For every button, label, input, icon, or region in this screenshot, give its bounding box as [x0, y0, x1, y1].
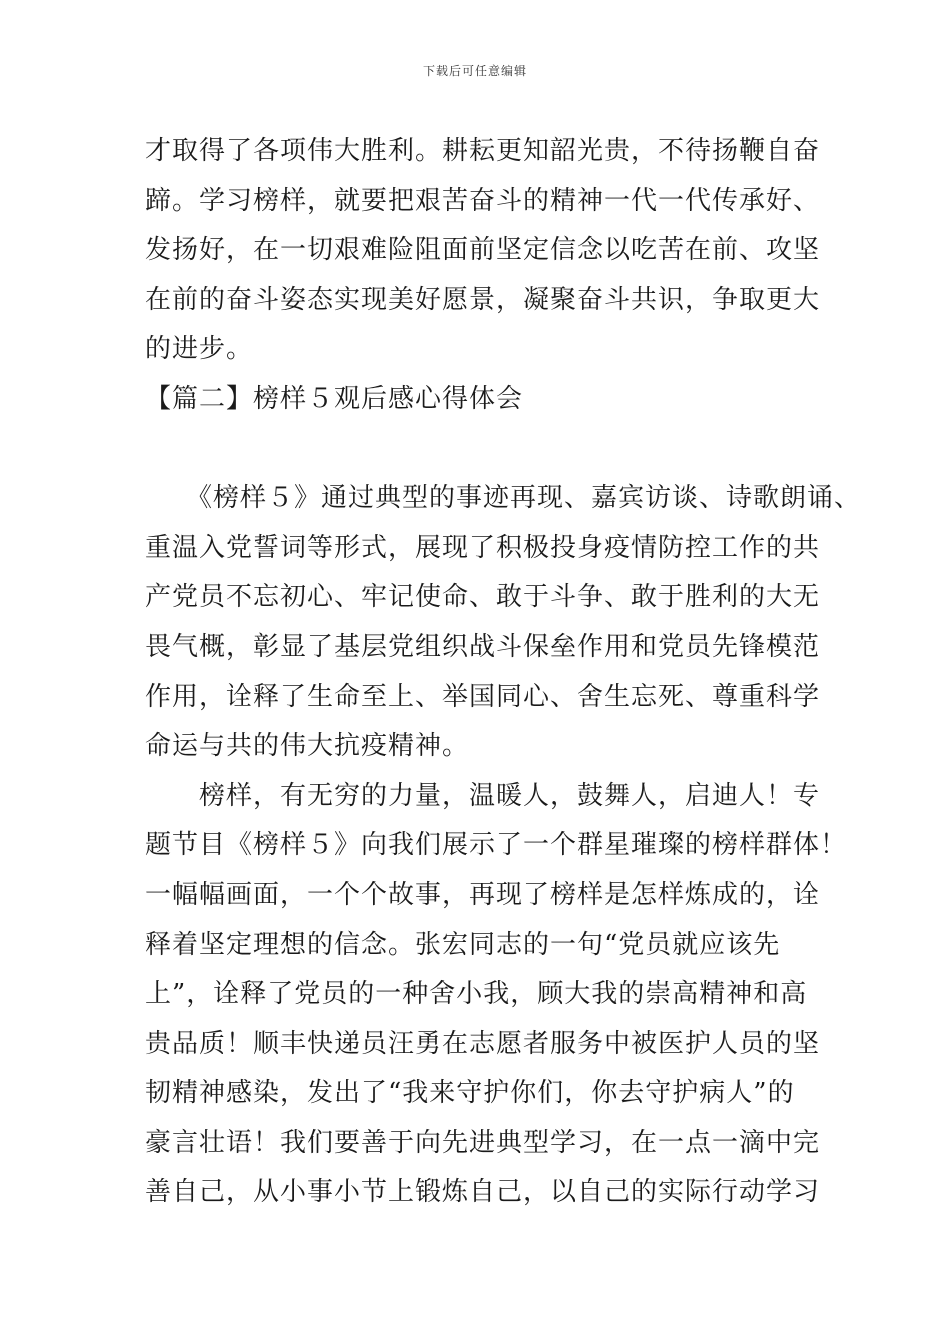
blank-line — [145, 425, 835, 475]
body-line: 豪言壮语！我们要善于向先进典型学习，在一点一滴中完 — [145, 1127, 821, 1158]
body-line: 产党员不忘初心、牢记使命、敢于斗争、敢于胜利的大无 — [145, 582, 821, 613]
body-line: 命运与共的伟大抗疫精神。 — [145, 731, 470, 762]
body-line: 的进步。 — [145, 334, 254, 365]
body-line: 畏气概，彰显了基层党组织战斗保垒作用和党员先锋模范 — [145, 631, 821, 662]
body-line: 上”，诠释了党员的一种舍小我，顾大我的崇高精神和高 — [145, 979, 808, 1010]
document-body — [145, 127, 862, 1218]
body-line: 《榜样５》通过典型的事迹再现、嘉宾访谈、诗歌朗诵、 — [145, 483, 862, 514]
body-line: 才取得了各项伟大胜利。耕耘更知韶光贵，不待扬鞭自奋 — [145, 136, 821, 166]
body-line: 释着坚定理想的信念。张宏同志的一句“党员就应该先 — [145, 929, 781, 960]
body-line: 题节目《榜样５》向我们展示了一个群星璀璨的榜样群体！ — [145, 830, 848, 861]
body-line: 蹄。学习榜样，就要把艰苦奋斗的精神一代一代传承好、 — [145, 185, 821, 216]
page-header-note: 下载后可任意编辑 — [422, 64, 527, 78]
body-line: 重温入党誓词等形式，展现了积极投身疫情防控工作的共 — [145, 532, 821, 563]
body-line: 一幅幅画面，一个个故事，再现了榜样是怎样炼成的，诠 — [145, 879, 821, 910]
body-line: 榜样，有无穷的力量，温暖人，鼓舞人，启迪人！专 — [145, 780, 821, 811]
body-line: 发扬好，在一切艰难险阻面前坚定信念以吃苦在前、攻坚 — [145, 235, 821, 266]
body-line: 在前的奋斗姿态实现美好愿景，凝聚奋斗共识，争取更大 — [145, 284, 821, 315]
body-line: 贵品质！顺丰快递员汪勇在志愿者服务中被医护人员的坚 — [145, 1028, 821, 1059]
body-line: 韧精神感染，发出了“我来守护你们，你去守护病人”的 — [145, 1078, 795, 1109]
body-line: 作用，诠释了生命至上、举国同心、舍生忘死、尊重科学 — [145, 681, 821, 712]
body-line: 善自己，从小事小节上锻炼自己，以自己的实际行动学习 — [145, 1177, 821, 1208]
section-heading: 【篇二】榜样５观后感心得体会 — [145, 383, 524, 414]
